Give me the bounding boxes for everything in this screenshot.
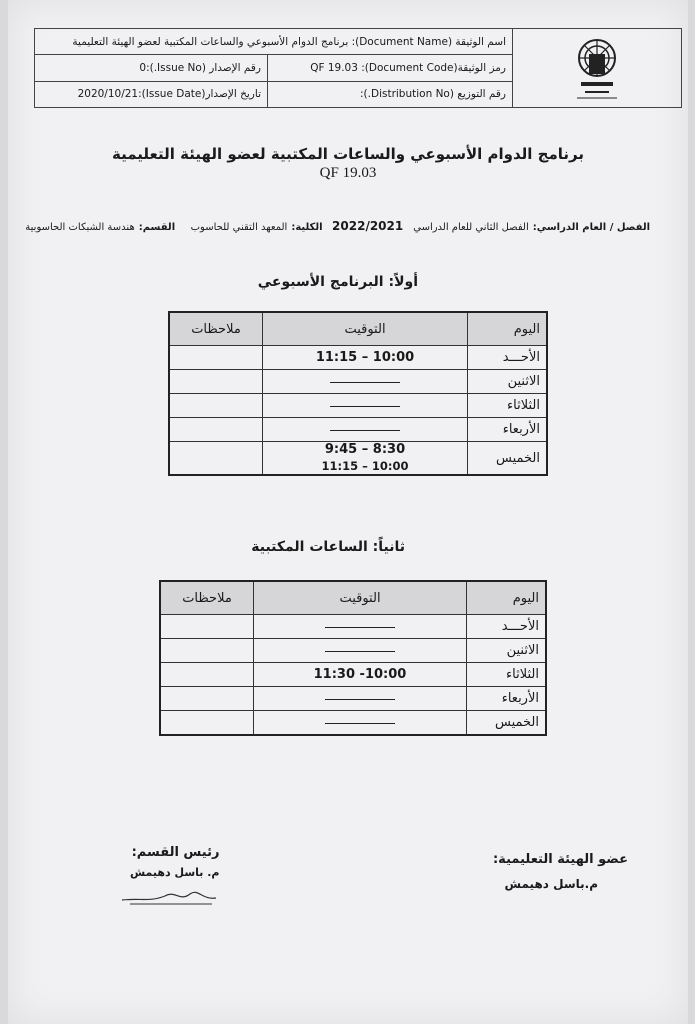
table-row <box>160 639 546 663</box>
issue-no: رقم الإصدار (Issue No.):0 <box>139 61 261 74</box>
faculty-label: الكلية: <box>291 222 323 233</box>
table-row <box>160 615 546 639</box>
day-cell: الاثنين <box>467 639 547 663</box>
empty-dash <box>325 698 395 700</box>
doc-code: رمز الوثيقة(Document Code): QF 19.03 <box>267 55 512 80</box>
info-line <box>25 219 650 233</box>
header-notes: ملاحظات <box>169 312 263 346</box>
document-header <box>34 28 682 108</box>
header-info <box>35 29 512 107</box>
table-row <box>160 687 546 711</box>
day-cell: الأحـــد <box>468 346 548 370</box>
dept-value: هندسة الشبكات الحاسوبية <box>25 222 135 233</box>
table-row <box>169 394 547 418</box>
table-row <box>169 346 547 370</box>
semester-value: الفصل الثاني للعام الدراسي <box>413 222 529 233</box>
day-cell: الاثنين <box>468 370 548 394</box>
table-row <box>169 442 547 476</box>
academic-year: 2022/2021 <box>332 219 404 233</box>
semester-label: الفصل / العام الدراسي: <box>532 222 650 233</box>
day-cell: الثلاثاء <box>468 394 548 418</box>
time-cell <box>263 418 468 442</box>
notes-cell <box>169 442 263 476</box>
notes-cell <box>160 615 254 639</box>
empty-dash <box>325 626 395 628</box>
table-row <box>169 370 547 394</box>
time-cell <box>254 615 467 639</box>
table-row <box>169 418 547 442</box>
notes-cell <box>160 639 254 663</box>
day-cell: الخميس <box>468 442 548 476</box>
head-signature-block <box>130 845 219 879</box>
day-cell: الأحـــد <box>467 615 547 639</box>
empty-dash <box>325 650 395 652</box>
member-signature-block <box>493 852 628 891</box>
office-section-title: ثانياً: الساعات المكتبية <box>251 539 405 555</box>
time-cell <box>263 370 468 394</box>
header-day: اليوم <box>467 581 547 615</box>
distribution-no: رقم التوزيع (Distribution No.): <box>267 82 512 107</box>
time-cell <box>263 394 468 418</box>
handwritten-signature <box>120 880 220 910</box>
time-slot: 10:00 – 11:15 <box>321 459 409 473</box>
time-cell <box>254 639 467 663</box>
time-cell: 10:00- 11:30 <box>254 663 467 687</box>
page-title: برنامج الدوام الأسبوعي والساعات المكتبية لعضو الهيئة التعليمية <box>112 145 584 163</box>
weekly-section-title: أولاً: البرنامج الأسبوعي <box>257 274 418 290</box>
empty-dash <box>330 381 400 383</box>
document-page <box>8 0 688 1024</box>
head-label: رئيس القسم: <box>131 845 220 860</box>
day-cell: الخميس <box>467 711 547 736</box>
dept-label: القسم: <box>138 222 176 233</box>
notes-cell <box>160 711 254 736</box>
member-label: عضو الهيئة التعليمية: <box>492 852 628 867</box>
notes-cell <box>169 346 263 370</box>
notes-cell <box>169 418 263 442</box>
notes-cell <box>169 370 263 394</box>
office-hours-table <box>159 580 547 736</box>
table-row <box>160 711 546 736</box>
time-cell <box>254 711 467 736</box>
header-time: التوقيت <box>254 581 467 615</box>
university-logo <box>512 29 681 107</box>
doc-name: اسم الوثيقة (Document Name): برنامج الدوام الأسبوعي والساعات المكتبية لعضو الهيئة التعليمية <box>72 35 506 48</box>
header-notes: ملاحظات <box>160 581 254 615</box>
day-cell: الأربعاء <box>467 687 547 711</box>
notes-cell <box>160 663 254 687</box>
empty-dash <box>330 429 400 431</box>
header-time: التوقيت <box>263 312 468 346</box>
faculty-value: المعهد التقني للحاسوب <box>190 222 288 233</box>
header-day: اليوم <box>468 312 548 346</box>
member-name: م.باسل دهيمش <box>504 877 598 891</box>
issue-date: تاريخ الإصدار(Issue Date):2020/10/21 <box>77 88 261 101</box>
day-cell: الثلاثاء <box>467 663 547 687</box>
weekly-schedule-table <box>168 311 548 476</box>
notes-cell <box>160 687 254 711</box>
notes-cell <box>169 394 263 418</box>
empty-dash <box>330 405 400 407</box>
time-cell: 10:00 – 11:15 <box>263 346 468 370</box>
time-slot: 8:30 – 9:45 <box>324 442 406 457</box>
table-row <box>160 663 546 687</box>
time-cell <box>263 442 468 476</box>
head-name: م. باسل دهيمش <box>130 866 220 879</box>
empty-dash <box>325 722 395 724</box>
time-cell <box>254 687 467 711</box>
form-code: QF 19.03 <box>319 165 377 181</box>
day-cell: الأربعاء <box>468 418 548 442</box>
